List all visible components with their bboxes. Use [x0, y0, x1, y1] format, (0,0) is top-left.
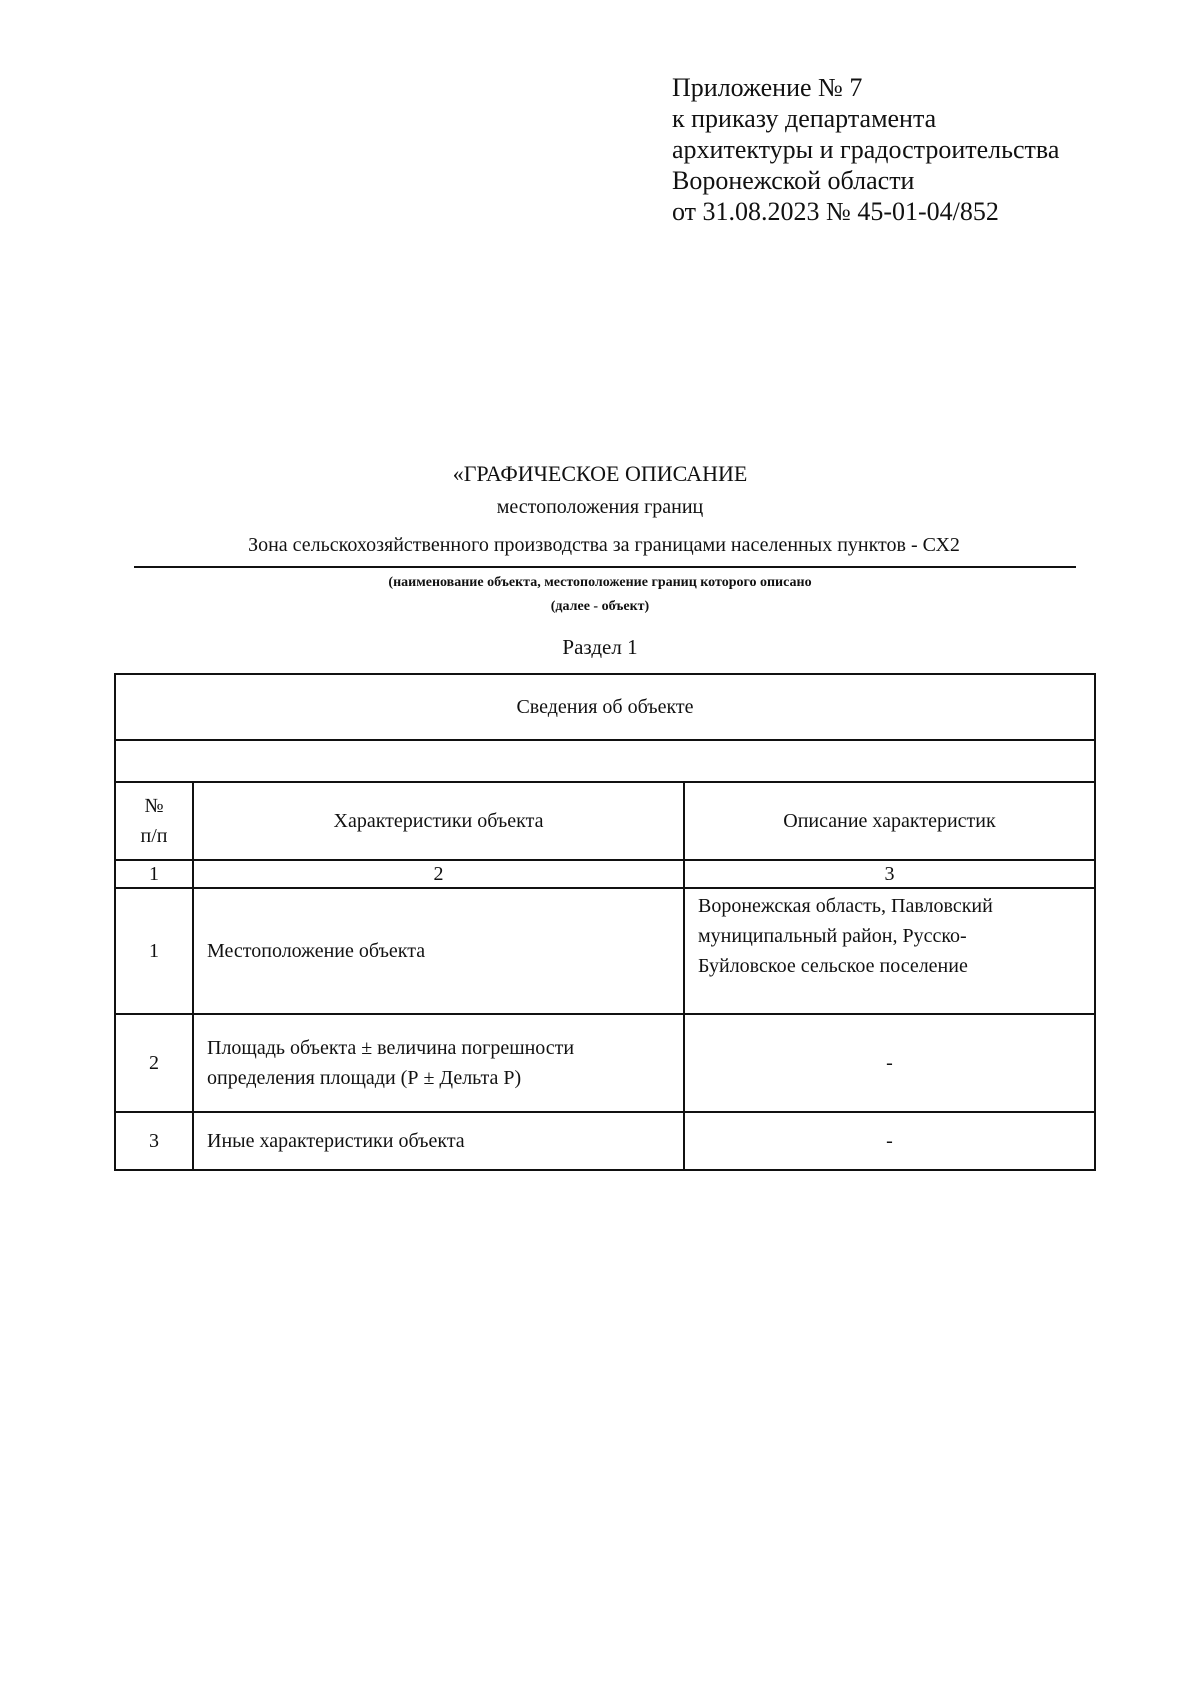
table-heading: Сведения об объекте — [115, 674, 1095, 740]
row-number: 2 — [115, 1014, 193, 1112]
row-characteristic: Местоположение объекта — [193, 888, 684, 1014]
appendix-line: к приказу департамента — [672, 104, 937, 133]
table-column-header-row — [115, 782, 1095, 860]
column-number: 3 — [684, 860, 1095, 888]
appendix-line: от 31.08.2023 № 45-01-04/852 — [672, 197, 999, 226]
column-number: 1 — [115, 860, 193, 888]
appendix-line: Воронежской области — [672, 166, 915, 195]
column-header-description: Описание характеристик — [684, 782, 1095, 860]
appendix-block — [672, 72, 1059, 227]
object-name: Зона сельскохозяйственного производства за границами населенных пунктов - СХ2 — [248, 534, 960, 556]
row-number: 1 — [115, 888, 193, 1014]
column-header-number — [115, 782, 193, 860]
column-number: 2 — [193, 860, 684, 888]
appendix-line: архитектуры и градостроительства — [672, 135, 1060, 164]
document-subtitle: местоположения границ — [496, 496, 704, 518]
row-description: - — [684, 1112, 1095, 1170]
section-label: Раздел 1 — [562, 635, 638, 659]
table-heading-row — [115, 674, 1095, 740]
object-info-table — [114, 673, 1096, 1171]
table-column-number-row — [115, 860, 1095, 888]
row-characteristic: Иные характеристики объекта — [193, 1112, 684, 1170]
table-row — [115, 1014, 1095, 1112]
table-empty-row — [115, 740, 1095, 782]
object-caption: (наименование объекта, местоположение границ которого описано — [388, 575, 812, 590]
row-characteristic: Площадь объекта ± величина погрешности определения площади (Р ± Дельта Р) — [193, 1014, 684, 1112]
appendix-line: Приложение № 7 — [672, 73, 863, 102]
table-row — [115, 888, 1095, 1014]
row-description: Воронежская область, Павловский муниципальный район, Русско-Буйловское сельское поселение — [684, 888, 1095, 1014]
object-name-underline — [134, 566, 1076, 568]
table-empty-cell — [115, 740, 1095, 782]
row-number: 3 — [115, 1112, 193, 1170]
object-caption-continued: (далее - объект) — [550, 599, 650, 614]
table-row — [115, 1112, 1095, 1170]
column-header-characteristic: Характеристики объекта — [193, 782, 684, 860]
document-title: «ГРАФИЧЕСКОЕ ОПИСАНИЕ — [452, 461, 748, 486]
column-header-number-text: № п/п — [140, 795, 168, 847]
row-description: - — [684, 1014, 1095, 1112]
